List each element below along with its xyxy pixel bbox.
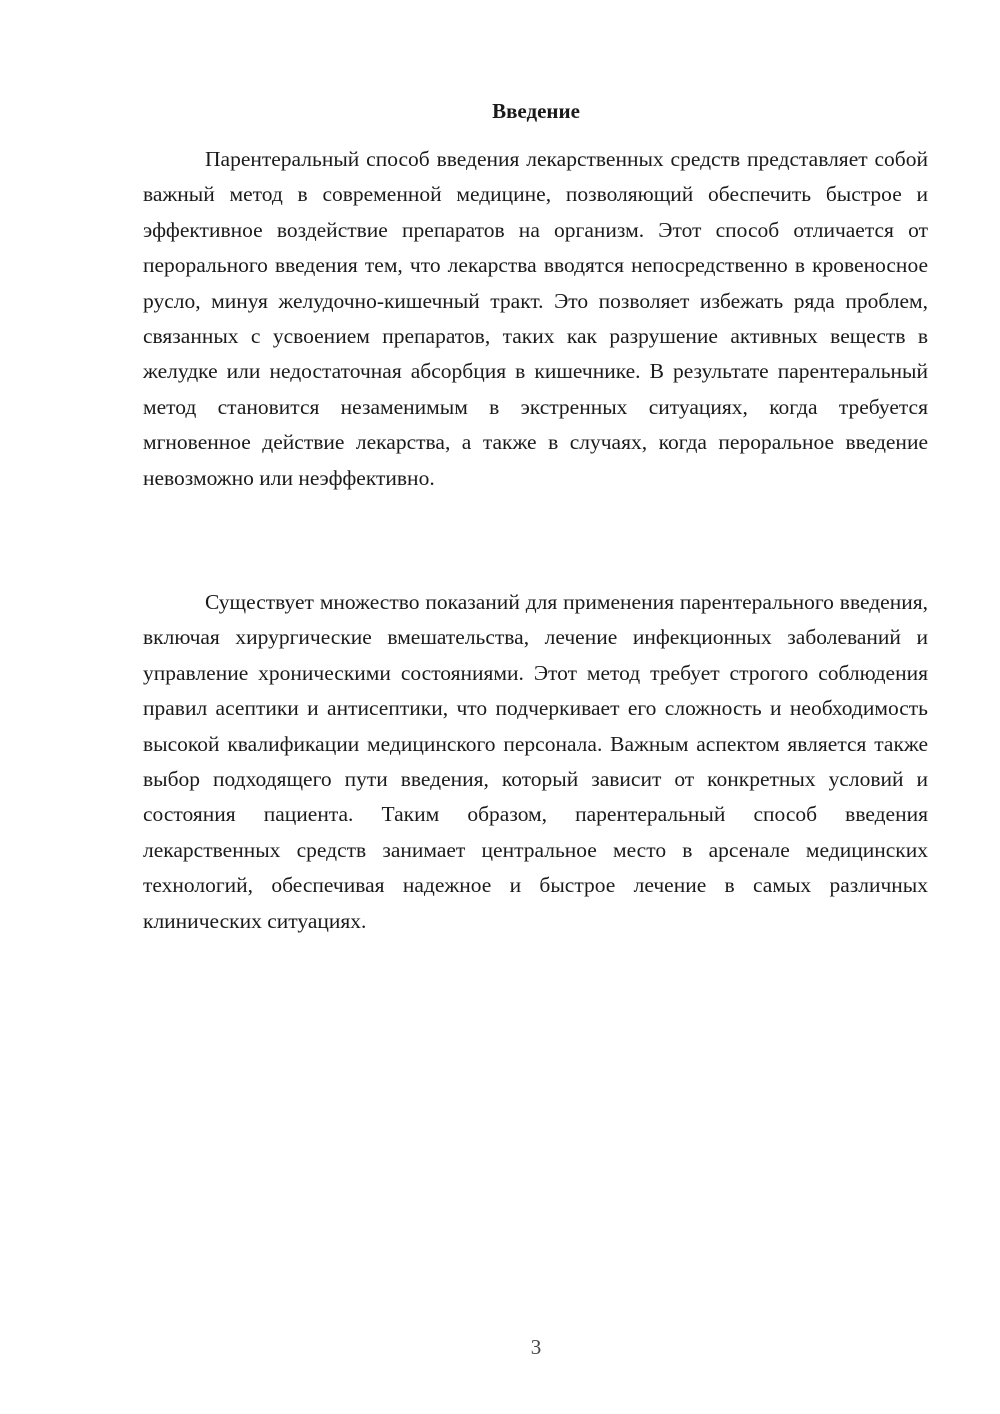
section-heading: Введение <box>492 99 580 123</box>
paragraph-indications: Существует множество показаний для применения парентерального введения, включая хирургические вмешательства, лечение инфекционных заболеваний и управление хроническими состояниями. Этот метод требует строгого соблюдения правил асептики и антисептики, что подчеркивает его сложность и необходимость высокой квалификации медицинского персонала. Важным аспектом является также выбор подходящего пути введения, который зависит от конкретных условий и состояния пациента. Таким образом, парентеральный способ введения лекарственных средств занимает центральное место в арсенале медицинских технологий, обеспечивая надежное и быстрое лечение в самых различных клинических ситуациях. <box>143 590 928 933</box>
paragraph-intro: Парентеральный способ введения лекарственных средств представляет собой важный метод в современной медицине, позволяющий обеспечить быстрое и эффективное воздействие препаратов на организм. Этот способ отличается от перорального введения тем, что лекарства вводятся непосредственно в кровеносное русло, минуя желудочно-кишечный тракт. Это позволяет избежать ряда проблем, связанных с усвоением препаратов, таких как разрушение активных веществ в желудке или недостаточная абсорбция в кишечнике. В результате парентеральный метод становится незаменимым в экстренных ситуациях, когда требуется мгновенное действие лекарства, а также в случаях, когда пероральное введение невозможно или неэффективно. <box>143 147 928 490</box>
page-number: 3 <box>530 1335 542 1359</box>
